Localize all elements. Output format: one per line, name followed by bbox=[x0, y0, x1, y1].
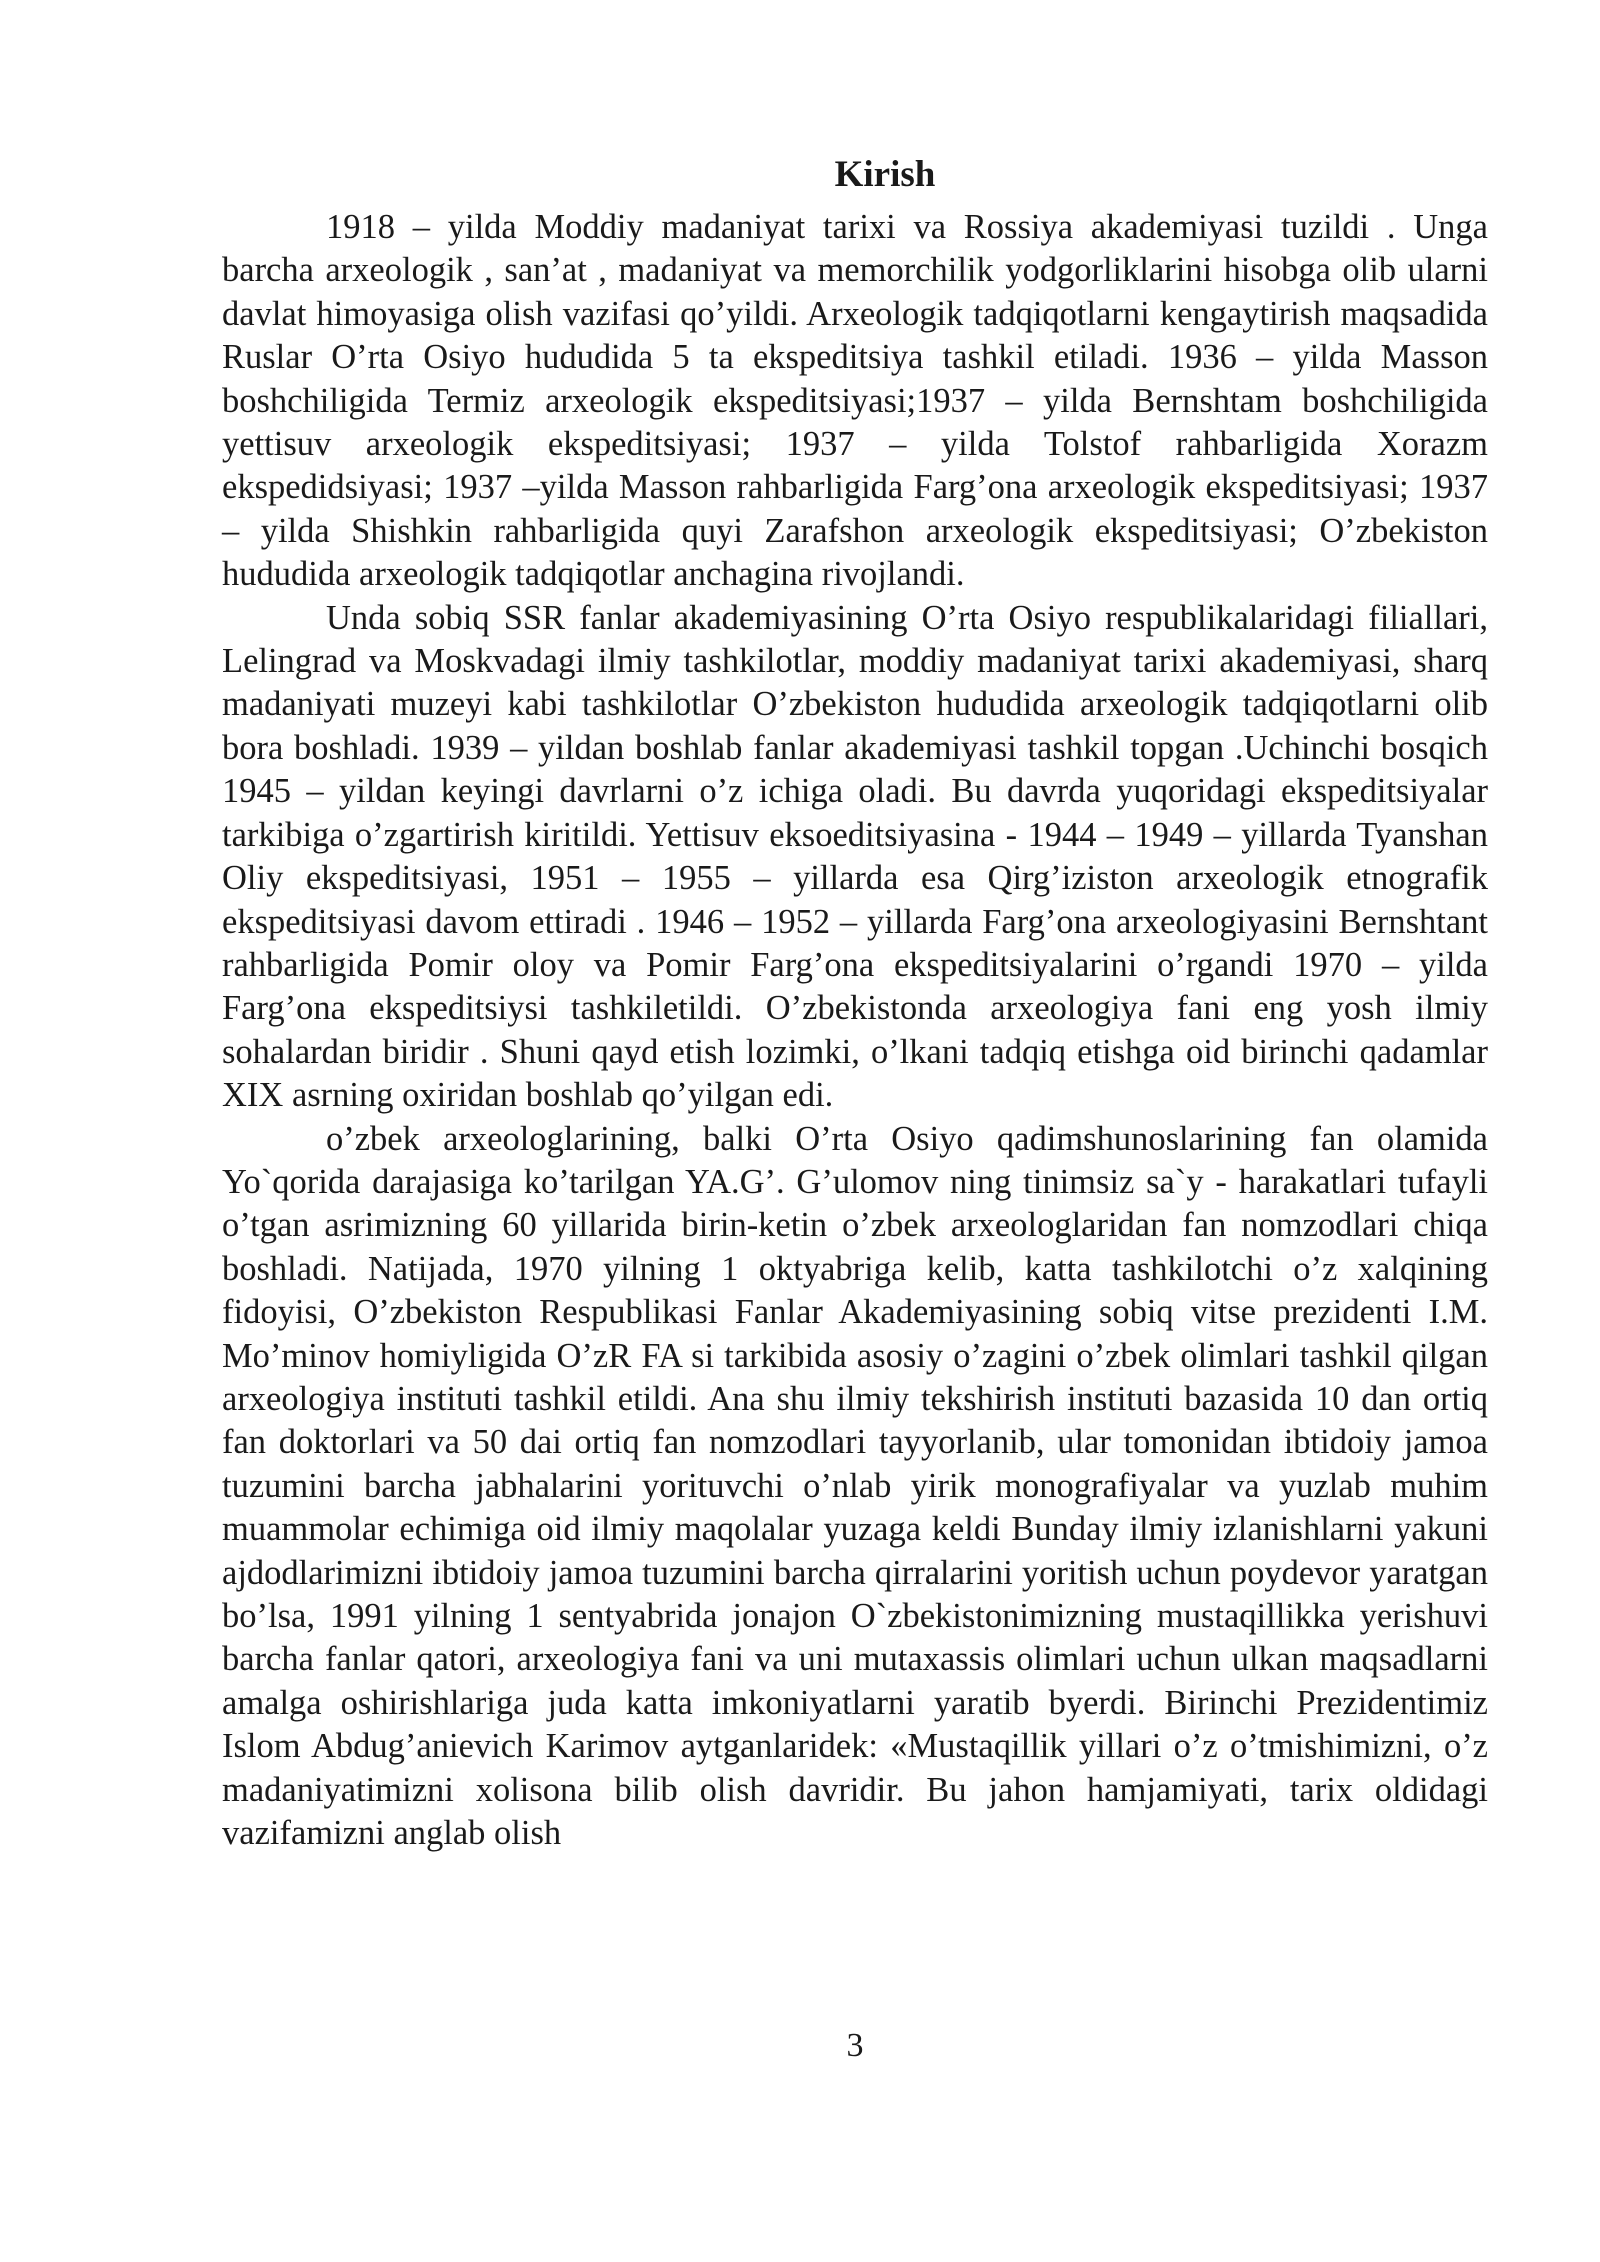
paragraph-1: 1918 – yilda Moddiy madaniyat tarixi va Rossiya akademiyasi tuzildi . Unga barcha arxeologik , san’at , madaniyat va memorchilik yodgorliklarini hisobga olib ularni davlat himoyasiga olish vazifasi qo’yildi. Arxeologik tadqiqotlarni kengaytirish maqsadida Ruslar O’rta Osiyo hududida 5 ta ekspeditsiya tashkil etiladi. 1936 – yilda Masson boshchiligida Termiz arxeologik ekspeditsiyasi;1937 – yilda Bernshtam boshchiligida yettisuv arxeologik ekspeditsiyasi; 1937 – yilda Tolstof rahbarligida Xorazm ekspedidsiyasi; 1937 –yilda Masson rahbarligida Farg’ona arxeologik ekspeditsiyasi; 1937 – yilda Shishkin rahbarligida quyi Zarafshon arxeologik ekspeditsiyasi; O’zbekiston hududida arxeologik tadqiqotlar anchagina rivojlandi. bbox=[222, 208, 1488, 594]
page-number: 3 bbox=[846, 2027, 864, 2064]
page-title: Kirish bbox=[834, 154, 936, 195]
paragraph-3: o’zbek arxeologlarining, balki O’rta Osiyo qadimshunoslarining fan olamida Yo`qorida darajasiga ko’tarilgan YA.G’. G’ulomov ning tinimsiz sa`y - harakatlari tufayli o’tgan asrimizning 60 yillarida birin-ketin o’zbek arxeologlaridan fan nomzodlari chiqa boshladi. Natijada, 1970 yilning 1 oktyabriga kelib, katta tashkilotchi o’z xalqining fidoyisi, O’zbekiston Respublikasi Fanlar Akademiyasining sobiq vitse prezidenti I.M. Mo’minov homiyligida O’zR FA si tarkibida asosiy o’zagini o’zbek olimlari tashkil qilgan arxeologiya instituti tashkil etildi. Ana shu ilmiy tekshirish instituti bazasida 10 dan ortiq fan doktorlari va 50 dai ortiq fan nomzodlari tayyorlanib, ular tomonidan ibtidoiy jamoa tuzumini barcha jabhalarini yorituvchi o’nlab yirik monografiyalar va yuzlab muhim muammolar echimiga oid ilmiy maqolalar yuzaga keldi Bunday ilmiy izlanishlarni yakuni ajdodlarimizni ibtidoiy jamoa tuzumini barcha qirralarini yoritish uchun poydevor yaratgan bo’lsa, 1991 yilning 1 sentyabrida jonajon O`zbekistonimizning mustaqillikka yerishuvi barcha fanlar qatori, arxeologiya fani va uni mutaxassis olimlari uchun ulkan maqsadlarni amalga oshirishlariga juda katta imkoniyatlarni yaratib byerdi. Birinchi Prezidentimiz Islom Abdug’anievich Karimov aytganlaridek: «Mustaqillik yillari o’z o’tmishimizni, o’z madaniyatimizni xolisona bilib olish davridir. Bu jahon hamjamiyati, tarix oldidagi vazifamizni anglab olish bbox=[222, 1119, 1488, 1853]
paragraph-2: Unda sobiq SSR fanlar akademiyasining O’rta Osiyo respublikalaridagi filiallari, Lelingrad va Moskvadagi ilmiy tashkilotlar, moddiy madaniyat tarixi akademiyasi, sharq madaniyati muzeyi kabi tashkilotlar O’zbekiston hududida arxeologik tadqiqotlarni olib bora boshladi. 1939 – yildan boshlab fanlar akademiyasi tashkil topgan .Uchinchi bosqich 1945 – yildan keyingi davrlarni o’z ichiga oladi. Bu davrda yuqoridagi ekspeditsiyalar tarkibiga o’zgartirish kiritildi. Yettisuv eksoeditsiyasina - 1944 – 1949 – yillarda Tyanshan Oliy ekspeditsiyasi, 1951 – 1955 – yillarda esa Qirg’iziston arxeologik etnografik ekspeditsiyasi davom ettiradi . 1946 – 1952 – yillarda Farg’ona arxeologiyasini Bernshtant rahbarligida Pomir oloy va Pomir Farg’ona ekspeditsiyalarini o’rgandi 1970 – yilda Farg’ona ekspeditsiysi tashkiletildi. O’zbekistonda arxeologiya fani eng yosh ilmiy sohalardan biridir . Shuni qayd etish lozimki, o’lkani tadqiq etishga oid birinchi qadamlar XIX asrning oxiridan boshlab qo’yilgan edi. bbox=[222, 598, 1488, 1115]
document-page bbox=[222, 150, 1488, 1855]
